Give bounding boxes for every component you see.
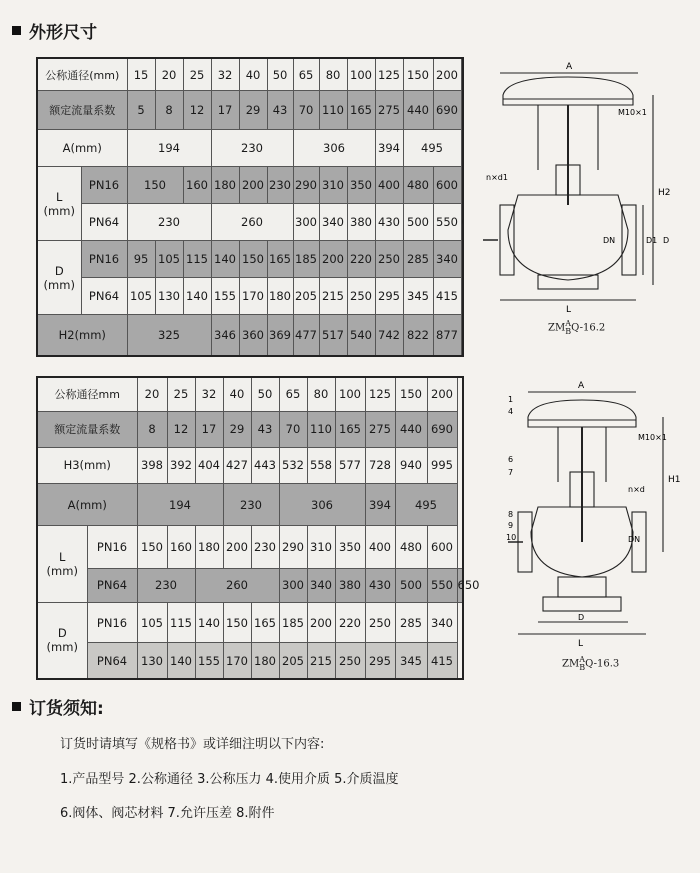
t1-h2-cell: 877 [433,315,461,356]
t1-pn64-label: PN64 [81,204,127,241]
t1-l64-cell: 260 [211,204,293,241]
t1-d64-cell: 140 [183,278,211,315]
model-sup: A [565,319,572,328]
h2-label: H2 [658,188,671,198]
t1-h2-cell: 369 [267,315,293,356]
model-prefix: ZM [548,322,566,334]
t2-h3-cell: 404 [195,447,223,483]
actuator-housing [503,77,633,105]
t2-l64-cell: 500 [395,568,427,602]
t2-l64-cell: 260 [195,568,279,602]
t1-row-d-pn64 [37,278,463,315]
t2-d64-cell: 170 [223,643,251,679]
t1-d64-cell: 130 [155,278,183,315]
order-intro: 订货时请填写《规格书》或详细注明以下内容: [60,737,325,752]
t2-d16-cell: 200 [307,602,335,642]
t1-flow-cell: 110 [319,91,347,130]
t2-l16-cell: 160 [167,526,195,569]
t2-d64-cell: 295 [365,643,395,679]
lower-flange [543,597,621,611]
t2-l64-cell: 300 [279,568,307,602]
t2-h3-cell: 398 [137,447,167,483]
t1-flow-cell: 43 [267,91,293,130]
t2-label-a: A(mm) [37,483,137,526]
t2-l16-cell: 230 [251,526,279,569]
d1-label: D1 [646,236,658,245]
t2-a-cell: 394 [365,483,395,526]
t2-pn16-label: PN16 [87,526,137,569]
t1-label-h2: H2(mm) [37,315,127,356]
t1-d64-cell: 415 [433,278,461,315]
t1-d16-cell: 105 [155,241,183,278]
t1-a-cell: 230 [211,130,293,167]
t2-d16-cell: 285 [395,602,427,642]
t2-label-l [37,526,87,603]
t1-row-flow [37,91,463,130]
t1-l16-cell: 310 [319,167,347,204]
t1-d64-cell: 205 [293,278,319,315]
t1-d64-cell: 180 [267,278,293,315]
t2-d64-cell: 130 [137,643,167,679]
t2-dn-cell: 25 [167,377,195,411]
t2-h3-cell: 443 [251,447,279,483]
t1-l64-cell: 230 [127,204,211,241]
t1-l16-cell: 600 [433,167,461,204]
t1-label-dn: 公称通径(mm) [37,58,127,91]
t2-flow-cell: 690 [427,411,457,447]
t1-flow-cell: 690 [433,91,461,130]
t1-d16-cell: 140 [211,241,239,278]
t2-label-h3: H3(mm) [37,447,137,483]
t2-h3-cell: 392 [167,447,195,483]
model-sub: B [565,327,572,336]
t1-d64-cell: 215 [319,278,347,315]
t1-h2-cell: 742 [375,315,403,356]
t1-dn-cell: 25 [183,58,211,91]
t1-l64-cell: 380 [347,204,375,241]
d-label: D [663,236,670,245]
t1-l16-cell: 160 [183,167,211,204]
t2-row-flow [37,411,463,447]
model-prefix: ZM [562,658,580,670]
t2-d16-cell: 340 [427,602,457,642]
t1-a-cell: 394 [375,130,403,167]
t2-l16-cell: 290 [279,526,307,569]
t1-d16-cell: 115 [183,241,211,278]
t2-dn-cell: 65 [279,377,307,411]
t2-row-d-pn64 [37,643,463,679]
t2-flow-cell: 165 [335,411,365,447]
t2-label-l-text: L [59,550,66,565]
t2-pn64-label: PN64 [87,643,137,679]
t2-l16-cell: 350 [335,526,365,569]
t2-d16-cell: 220 [335,602,365,642]
t2-a-cell: 230 [223,483,279,526]
t2-row-d-pn16 [37,602,463,642]
t1-d16-cell: 165 [267,241,293,278]
t1-l16-cell: 180 [211,167,239,204]
dim-a-label: A [578,381,585,391]
t1-pn16-label: PN16 [81,241,127,278]
m10-label: M10×1 [618,108,647,117]
diagram2-caption [562,656,619,672]
d-label: D [578,613,585,622]
part-number: 6 [508,455,514,464]
t1-a-cell: 306 [293,130,375,167]
t1-dn-cell: 20 [155,58,183,91]
t2-dn-cell: 50 [251,377,279,411]
t1-l64-cell: 550 [433,204,461,241]
t1-flow-cell: 275 [375,91,403,130]
dimensions-table-1 [36,57,464,357]
t1-l64-cell: 500 [403,204,433,241]
part-number: 4 [508,407,514,416]
t1-d16-cell: 185 [293,241,319,278]
t2-l64-cell: 340 [307,568,335,602]
t2-row-l-pn64 [37,568,463,602]
t2-h3-cell: 427 [223,447,251,483]
t2-h3-cell: 532 [279,447,307,483]
part-number: 8 [508,510,514,519]
t1-h2-cell: 540 [347,315,375,356]
t1-d64-cell: 170 [239,278,267,315]
t1-h2-cell: 517 [319,315,347,356]
t1-d64-cell: 155 [211,278,239,315]
t2-flow-cell: 12 [167,411,195,447]
t2-h3-cell: 940 [395,447,427,483]
t2-row-a [37,483,463,526]
t1-flow-cell: 8 [155,91,183,130]
t1-l64-cell: 300 [293,204,319,241]
t1-d16-cell: 95 [127,241,155,278]
t1-row-dn [37,58,463,91]
t1-dn-cell: 32 [211,58,239,91]
model-sup: A [579,655,586,664]
heading-bullet [12,26,21,35]
t1-a-cell: 495 [403,130,461,167]
dn-label: DN [603,236,616,245]
t1-label-d [37,241,81,315]
valve-diagram-1 [478,55,700,345]
t1-dn-cell: 50 [267,58,293,91]
t1-h2-cell: 325 [127,315,211,356]
t2-d64-cell: 215 [307,643,335,679]
t1-label-flow: 额定流量系数 [37,91,127,130]
t2-l64-cell: 430 [365,568,395,602]
t1-label-d-text: D [54,263,64,278]
t2-row-l-pn16 [37,526,463,569]
t1-label-l-text: L [56,189,63,204]
order-line-2: 6.阀体、阀芯材料 7.允许压差 8.附件 [60,806,275,821]
t1-dn-cell: 200 [433,58,461,91]
t2-d64-cell: 140 [167,643,195,679]
t1-l16-cell: 290 [293,167,319,204]
t1-row-h2 [37,315,463,356]
t2-dn-cell: 80 [307,377,335,411]
t1-flow-cell: 5 [127,91,155,130]
t2-label-d [37,602,87,679]
t1-flow-cell: 29 [239,91,267,130]
t2-d16-cell: 250 [365,602,395,642]
dimensions-heading [12,18,97,43]
t2-flow-cell: 440 [395,411,427,447]
t1-d64-cell: 250 [347,278,375,315]
t2-d64-cell: 250 [335,643,365,679]
t2-dn-cell: 125 [365,377,395,411]
t1-d64-cell: 345 [403,278,433,315]
t2-d16-cell: 185 [279,602,307,642]
part-number: 7 [508,468,514,477]
t1-row-l-pn64 [37,204,463,241]
t1-l16-cell: 400 [375,167,403,204]
t1-l16-cell: 200 [239,167,267,204]
t2-h3-cell: 558 [307,447,335,483]
t2-flow-cell: 43 [251,411,279,447]
t1-flow-cell: 12 [183,91,211,130]
valve-diagram-2 [478,372,700,652]
t1-dn-cell: 150 [403,58,433,91]
t2-d64-cell: 180 [251,643,279,679]
actuator-housing [528,400,636,427]
t2-flow-cell: 17 [195,411,223,447]
t1-flow-cell: 165 [347,91,375,130]
l-label: L [566,305,572,315]
t2-l64-cell: 550 [427,568,457,602]
t2-flow-cell: 29 [223,411,251,447]
t2-d16-cell: 140 [195,602,223,642]
t2-a-cell: 194 [137,483,223,526]
order-title: 订货须知: [29,699,104,719]
t1-dn-cell: 125 [375,58,403,91]
t1-h2-cell: 346 [211,315,239,356]
t2-l64-cell: 380 [335,568,365,602]
t2-d16-cell: 165 [251,602,279,642]
part-number: 1 [508,395,514,404]
t2-l16-cell: 400 [365,526,395,569]
t1-label-l-unit: (mm) [43,203,75,218]
t2-row-dn [37,377,463,411]
t2-dn-cell: 32 [195,377,223,411]
t2-flow-cell: 8 [137,411,167,447]
t2-dn-cell: 100 [335,377,365,411]
t1-d64-cell: 295 [375,278,403,315]
t2-dn-cell: 20 [137,377,167,411]
t2-h3-cell: 728 [365,447,395,483]
t1-label-d-unit: (mm) [43,277,75,292]
t1-d16-cell: 340 [433,241,461,278]
dimensions-title: 外形尺寸 [29,23,97,43]
model-sub: B [579,663,586,672]
t2-d16-cell: 115 [167,602,195,642]
t1-d16-cell: 285 [403,241,433,278]
t2-l16-cell: 310 [307,526,335,569]
t2-a-cell: 495 [395,483,457,526]
t2-flow-cell: 110 [307,411,335,447]
t2-d16-cell: 150 [223,602,251,642]
model-suffix: Q-16.2 [571,322,606,334]
t2-dn-cell: 40 [223,377,251,411]
t2-l16-cell: 150 [137,526,167,569]
dn-label: DN [628,535,641,544]
t1-flow-cell: 70 [293,91,319,130]
t1-l16-cell: 230 [267,167,293,204]
t2-flow-cell: 70 [279,411,307,447]
t1-l64-cell [461,204,463,241]
t1-dn-cell: 40 [239,58,267,91]
t1-pn64-label: PN64 [81,278,127,315]
t1-d64-cell: 105 [127,278,155,315]
t1-a-cell: 194 [127,130,211,167]
t2-h3-cell: 995 [427,447,457,483]
t1-d16-cell: 250 [375,241,403,278]
t1-flow-cell: 17 [211,91,239,130]
t2-d16-cell: 105 [137,602,167,642]
t1-l16-cell: 480 [403,167,433,204]
order-line-1: 1.产品型号 2.公称通径 3.公称压力 4.使用介质 5.介质温度 [60,772,399,787]
t1-l64-cell: 430 [375,204,403,241]
t1-dn-cell: 15 [127,58,155,91]
m10-label: M10×1 [638,433,667,442]
t2-l64-cell: 650 [457,568,463,602]
heading-bullet [12,702,21,711]
t1-dn-cell: 100 [347,58,375,91]
t2-d64-cell: 205 [279,643,307,679]
t1-h2-cell: 822 [403,315,433,356]
part-number: 10 [506,533,517,542]
t1-dn-cell: 80 [319,58,347,91]
t2-l16-cell: 480 [395,526,427,569]
t1-d16-cell: 200 [319,241,347,278]
t1-row-l-pn16 [37,167,463,204]
t2-row-h3 [37,447,463,483]
dim-a-label: A [566,62,573,72]
t2-l16-cell: 200 [223,526,251,569]
t1-row-a [37,130,463,167]
t1-d16-cell: 220 [347,241,375,278]
diagram1-caption [548,320,605,336]
t2-d64-cell: 155 [195,643,223,679]
t1-label-a: A(mm) [37,130,127,167]
t1-h2-cell: 360 [239,315,267,356]
nxd-label: n×d1 [486,173,508,182]
t2-dn-cell: 150 [395,377,427,411]
t2-label-d-unit: (mm) [46,640,78,655]
t1-row-d-pn16 [37,241,463,278]
t2-pn16-label: PN16 [87,602,137,642]
order-heading [12,694,104,719]
t1-d16-cell: 150 [239,241,267,278]
t1-h2-cell: 477 [293,315,319,356]
t1-label-l [37,167,81,241]
t2-label-l-unit: (mm) [46,564,78,579]
h1-label: H1 [668,475,681,485]
part-number: 9 [508,521,514,530]
t1-l64-cell: 340 [319,204,347,241]
dimensions-table-2 [36,376,480,680]
t2-l64-cell: 230 [137,568,195,602]
t2-dn-cell: 200 [427,377,457,411]
l-label: L [578,639,584,649]
t2-label-d-text: D [57,626,67,641]
t1-dn-cell: 65 [293,58,319,91]
nxd-label: n×d [628,485,645,494]
model-suffix: Q-16.3 [585,658,620,670]
t2-a-cell: 306 [279,483,365,526]
t2-pn64-label: PN64 [87,568,137,602]
t2-label-dn: 公称通径mm [37,377,137,411]
t2-label-flow: 额定流量系数 [37,411,137,447]
t2-d64-cell: 345 [395,643,427,679]
t1-pn16-label: PN16 [81,167,127,204]
t2-d64-cell: 415 [427,643,457,679]
lower-neck [558,577,606,597]
t1-l16-cell: 350 [347,167,375,204]
t2-h3-cell: 577 [335,447,365,483]
t1-flow-cell: 440 [403,91,433,130]
t2-flow-cell: 275 [365,411,395,447]
t2-l16-cell: 600 [427,526,457,569]
t1-l16-cell: 150 [127,167,183,204]
t2-l16-cell: 180 [195,526,223,569]
